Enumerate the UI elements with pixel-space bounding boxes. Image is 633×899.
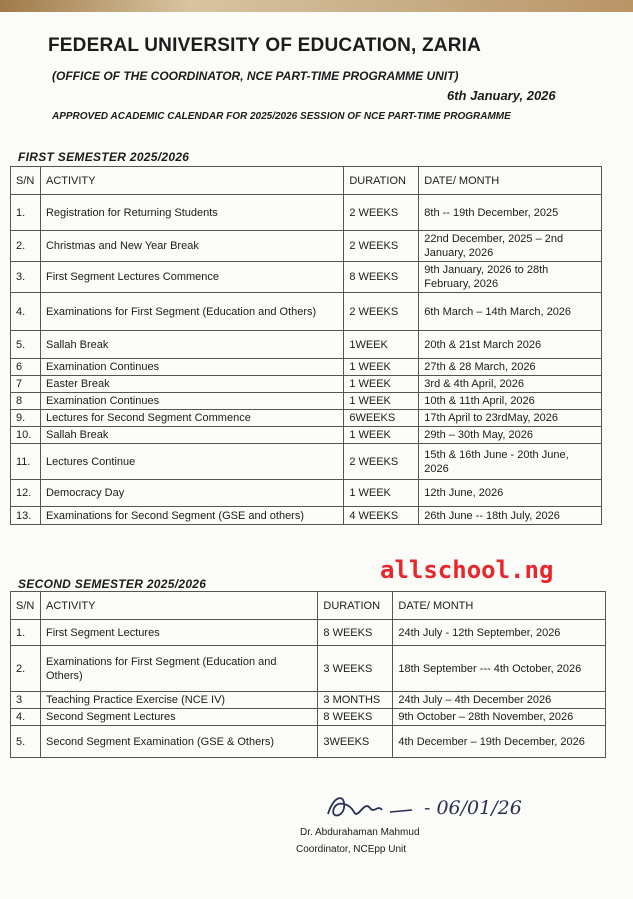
table-row [11,376,602,393]
cell-activity: Democracy Day [40,480,343,507]
cell-activity: Examinations for First Segment (Education and Others) [40,646,317,692]
cell-sn: 11. [11,444,41,480]
cell-duration: 2 WEEKS [344,195,419,231]
cell-duration: 1 WEEK [344,480,419,507]
cell-date: 6th March – 14th March, 2026 [419,293,602,331]
cell-activity: Examinations for First Segment (Education and Others) [40,293,343,331]
cell-sn: 3. [11,262,41,293]
cell-date: 27th & 28 March, 2026 [419,359,602,376]
table-row [11,293,602,331]
cell-activity: Sallah Break [40,427,343,444]
cell-sn: 1. [11,195,41,231]
cell-activity: Second Segment Examination (GSE & Others) [40,726,317,758]
cell-date: 12th June, 2026 [419,480,602,507]
cell-date: 18th September --- 4th October, 2026 [393,646,606,692]
cell-duration: 3WEEKS [318,726,393,758]
signature-image [320,790,560,826]
cell-activity: Lectures Continue [40,444,343,480]
cell-activity: Examination Continues [40,359,343,376]
cell-sn: 3 [11,692,41,709]
table-row [11,410,602,427]
cell-date: 10th & 11th April, 2026 [419,393,602,410]
cell-activity: Christmas and New Year Break [40,231,343,262]
cell-sn: 9. [11,410,41,427]
cell-duration: 3 MONTHS [318,692,393,709]
cell-activity: Easter Break [40,376,343,393]
cell-date: 24th July – 4th December 2026 [393,692,606,709]
cell-date: 9th October – 28th November, 2026 [393,709,606,726]
cell-sn: 6 [11,359,41,376]
table-row [11,231,602,262]
cell-sn: 7 [11,376,41,393]
cell-sn: 12. [11,480,41,507]
table-header-row [11,167,602,195]
cell-date: 20th & 21st March 2026 [419,331,602,359]
cell-sn: 5. [11,726,41,758]
cell-duration: 1 WEEK [344,376,419,393]
cell-sn: 10. [11,427,41,444]
cell-activity: First Segment Lectures [40,620,317,646]
cell-duration: 4 WEEKS [344,507,419,525]
second-semester-table [10,591,606,758]
cell-duration: 6WEEKS [344,410,419,427]
cell-activity: Lectures for Second Segment Commence [40,410,343,427]
table-header-row [11,592,606,620]
cell-duration: 2 WEEKS [344,231,419,262]
cell-duration: 8 WEEKS [318,620,393,646]
cell-date: 3rd & 4th April, 2026 [419,376,602,393]
table-row [11,507,602,525]
cell-activity: Teaching Practice Exercise (NCE IV) [40,692,317,709]
signatory-role: Coordinator, NCEpp Unit [296,844,407,855]
column-header-activity: ACTIVITY [40,167,343,195]
signatory-name: Dr. Abdurahaman Mahmud [300,827,420,838]
table-row [11,359,602,376]
table-row [11,427,602,444]
table-row [11,692,606,709]
table-row [11,620,606,646]
table-row [11,393,602,410]
cell-duration: 2 WEEKS [344,444,419,480]
watermark: allschool.ng [380,556,554,584]
table-row [11,726,606,758]
cell-sn: 13. [11,507,41,525]
university-name: FEDERAL UNIVERSITY OF EDUCATION, ZARIA [48,35,482,56]
cell-date: 4th December – 19th December, 2026 [393,726,606,758]
office-line: (OFFICE OF THE COORDINATOR, NCE PART-TIME PROGRAMME UNIT) [52,69,459,83]
cell-duration: 8 WEEKS [344,262,419,293]
cell-duration: 1 WEEK [344,427,419,444]
column-header-date: DATE/ MONTH [419,167,602,195]
second-semester-title: SECOND SEMESTER 2025/2026 [18,577,207,591]
cell-date: 29th – 30th May, 2026 [419,427,602,444]
cell-sn: 2. [11,231,41,262]
column-header-sn: S/N [11,167,41,195]
cell-activity: Second Segment Lectures [40,709,317,726]
table-row [11,444,602,480]
cell-activity: First Segment Lectures Commence [40,262,343,293]
table-row [11,709,606,726]
cell-activity: Examinations for Second Segment (GSE and others) [40,507,343,525]
cell-date: 24th July - 12th September, 2026 [393,620,606,646]
cell-sn: 1. [11,620,41,646]
cell-date: 9th January, 2026 to 28th February, 2026 [419,262,602,293]
cell-date: 26th June -- 18th July, 2026 [419,507,602,525]
paper-edge [0,0,633,12]
cell-activity: Examination Continues [40,393,343,410]
document-date: 6th January, 2026 [447,88,556,103]
cell-duration: 1WEEK [344,331,419,359]
table-row [11,195,602,231]
column-header-duration: DURATION [344,167,419,195]
column-header-duration: DURATION [318,592,393,620]
calendar-title: APPROVED ACADEMIC CALENDAR FOR 2025/2026 SESSION OF NCE PART-TIME PROGRAMME [52,111,511,122]
cell-duration: 2 WEEKS [344,293,419,331]
cell-duration: 3 WEEKS [318,646,393,692]
cell-duration: 1 WEEK [344,393,419,410]
cell-duration: 8 WEEKS [318,709,393,726]
table-row [11,480,602,507]
table-row [11,262,602,293]
cell-sn: 4. [11,709,41,726]
cell-date: 8th -- 19th December, 2025 [419,195,602,231]
cell-sn: 2. [11,646,41,692]
cell-sn: 5. [11,331,41,359]
table-row [11,646,606,692]
cell-sn: 8 [11,393,41,410]
signature-date: - 06/01/26 [424,797,522,819]
cell-activity: Sallah Break [40,331,343,359]
first-semester-title: FIRST SEMESTER 2025/2026 [18,150,190,164]
table-row [11,331,602,359]
cell-date: 22nd December, 2025 – 2nd January, 2026 [419,231,602,262]
cell-duration: 1 WEEK [344,359,419,376]
column-header-sn: S/N [11,592,41,620]
column-header-activity: ACTIVITY [40,592,317,620]
first-semester-table [10,166,602,525]
column-header-date: DATE/ MONTH [393,592,606,620]
cell-date: 17th April to 23rdMay, 2026 [419,410,602,427]
cell-sn: 4. [11,293,41,331]
cell-date: 15th & 16th June - 20th June, 2026 [419,444,602,480]
cell-activity: Registration for Returning Students [40,195,343,231]
